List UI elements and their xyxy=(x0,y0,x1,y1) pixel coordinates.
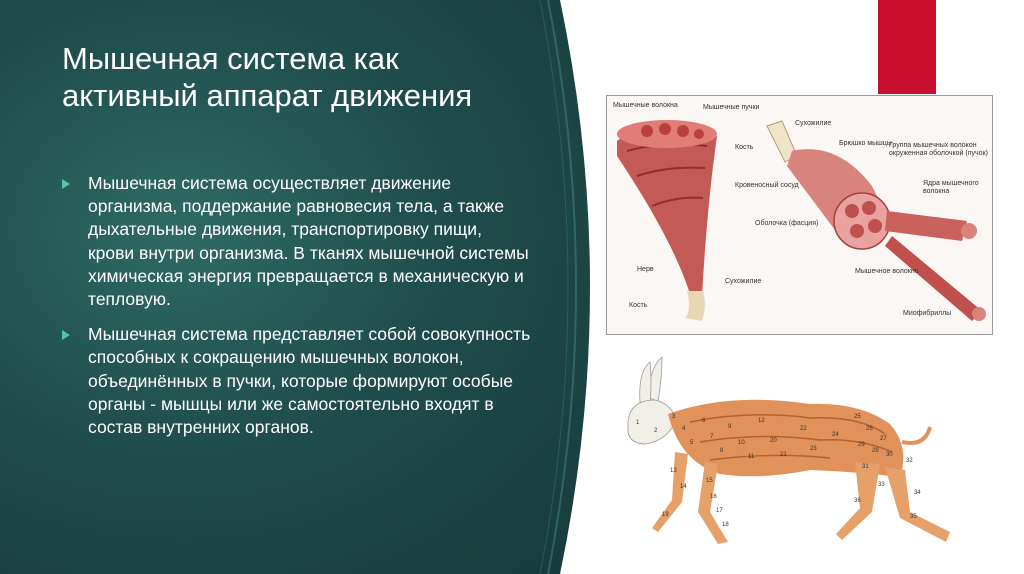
rabbit-number-label: 16 xyxy=(710,494,717,500)
slide-title: Мышечная система как активный аппарат движения xyxy=(62,41,473,113)
rabbit-number-label: 22 xyxy=(800,426,807,432)
label-bone-top: Кость xyxy=(735,144,754,151)
red-accent-bar xyxy=(878,0,936,94)
rabbit-number-label: 1 xyxy=(636,420,640,426)
rabbit-number-label: 2 xyxy=(654,428,658,434)
rabbit-number-label: 35 xyxy=(910,514,917,520)
rabbit-number-label: 15 xyxy=(706,478,713,484)
rabbit-number-label: 6 xyxy=(702,418,706,424)
rabbit-number-label: 21 xyxy=(780,452,787,458)
bullet-list xyxy=(62,172,532,451)
triangle-bullet-icon xyxy=(62,330,70,340)
rabbit-number-label: 13 xyxy=(670,468,677,474)
rabbit-number-label: 26 xyxy=(866,426,873,432)
rabbit-number-label: 3 xyxy=(672,414,676,420)
label-fibers: Мышечные волокна xyxy=(613,102,678,109)
muscle-structure-drawing xyxy=(607,96,992,334)
rabbit-number-label: 32 xyxy=(906,458,913,464)
rabbit-number-label: 7 xyxy=(710,434,714,440)
rabbit-number-label: 27 xyxy=(880,436,887,442)
bullet-text: Мышечная система осуществляет движение организма, поддержание равновесия тела, а также дыхательные движения, транспортировку пищи, крови внутри организма. В тканях мышечной системы химическая энергия превращается в механическую и тепловую. xyxy=(88,173,529,310)
muscle-structure-image xyxy=(606,95,993,335)
label-nerve: Нерв xyxy=(637,266,654,273)
bullet-text: Мышечная система представляет собой совокупность способных к сокращению мышечных волокон, объединённых в пучки, которые формируют особые органы - мышцы или же самостоятельно входят в состав внутренних органов. xyxy=(88,324,531,438)
rabbit-number-label: 29 xyxy=(858,442,865,448)
rabbit-number-label: 12 xyxy=(758,418,765,424)
label-bone-bottom: Кость xyxy=(629,302,648,309)
bullet-item xyxy=(62,172,532,311)
label-myofibrils: Миофибриллы xyxy=(903,310,952,317)
rabbit-number-label: 36 xyxy=(854,498,861,504)
rabbit-number-label: 19 xyxy=(662,512,669,518)
rabbit-muscles-image xyxy=(610,352,990,552)
rabbit-number-label: 20 xyxy=(770,438,777,444)
triangle-bullet-icon xyxy=(62,179,70,189)
label-belly: Брюшко мышцы xyxy=(839,140,892,147)
rabbit-number-label: 25 xyxy=(854,414,861,420)
rabbit-number-label: 31 xyxy=(862,464,869,470)
rabbit-number-label: 17 xyxy=(716,508,723,514)
rabbit-number-label: 18 xyxy=(722,522,729,528)
label-sheath: Оболочка (фасция) xyxy=(755,220,819,227)
rabbit-number-label: 5 xyxy=(690,440,694,446)
rabbit-number-label: 4 xyxy=(682,426,686,432)
label-muscle-fiber: Мышечное волокно xyxy=(855,268,919,275)
rabbit-number-label: 8 xyxy=(720,448,724,454)
rabbit-number-label: 33 xyxy=(878,482,885,488)
rabbit-number-label: 11 xyxy=(748,454,755,460)
rabbit-number-label: 34 xyxy=(914,490,921,496)
rabbit-number-label: 14 xyxy=(680,484,687,490)
bullet-item xyxy=(62,323,532,439)
label-vessel: Кровеносный сосуд xyxy=(735,182,799,189)
rabbit-number-label: 10 xyxy=(738,440,745,446)
label-nuclei: Ядра мышечного волокна xyxy=(923,180,979,195)
rabbit-number-label: 9 xyxy=(728,424,732,430)
label-bundles: Мышечные пучки xyxy=(703,104,760,111)
rabbit-number-label: 28 xyxy=(872,448,879,454)
label-group: Группа мышечных волокон окруженная оболочкой (пучок) xyxy=(889,142,988,157)
rabbit-number-label: 30 xyxy=(886,452,893,458)
label-tendon-top: Сухожилие xyxy=(795,120,832,127)
rabbit-number-label: 24 xyxy=(832,432,839,438)
rabbit-number-label: 23 xyxy=(810,446,817,452)
label-tendon-bottom: Сухожилие xyxy=(725,278,762,285)
